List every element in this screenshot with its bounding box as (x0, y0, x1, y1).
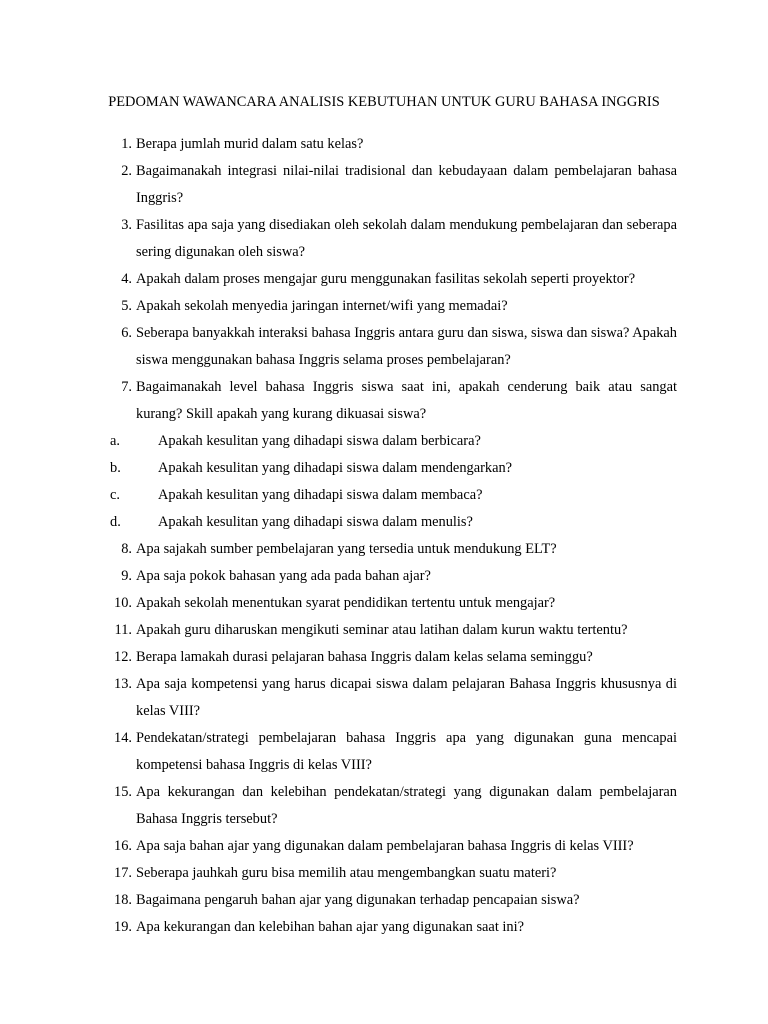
list-item (0, 860, 768, 887)
item-number: 1. (121, 136, 132, 152)
item-text: Apakah guru diharuskan mengikuti seminar atau latihan dalam kurun waktu tertentu? (136, 622, 628, 638)
item-text: Apakah dalam proses mengajar guru menggunakan fasilitas sekolah seperti proyektor? (136, 271, 636, 287)
item-number: 13. (114, 676, 132, 692)
item-number: 17. (114, 865, 132, 881)
list-item (0, 212, 768, 266)
item-text: Apa sajakah sumber pembelajaran yang tersedia untuk mendukung ELT? (136, 541, 557, 557)
item-text: Seberapa jauhkah guru bisa memilih atau mengembangkan suatu materi? (136, 865, 557, 881)
sub-item-text: Apakah kesulitan yang dihadapi siswa dalam mendengarkan? (158, 460, 513, 476)
sub-item-letter: c. (110, 487, 120, 503)
item-number: 19. (114, 919, 132, 935)
question-list (0, 131, 768, 941)
list-item (0, 833, 768, 860)
item-number: 7. (121, 379, 132, 395)
list-item (0, 779, 768, 833)
list-item (0, 590, 768, 617)
sub-item-letter: a. (110, 433, 120, 449)
item-text: Apa saja pokok bahasan yang ada pada bahan ajar? (136, 568, 431, 584)
item-number: 6. (121, 325, 132, 341)
list-item (0, 536, 768, 563)
item-text: Apa kekurangan dan kelebihan bahan ajar yang digunakan saat ini? (136, 919, 524, 935)
sub-list-item (0, 482, 768, 509)
list-item (0, 374, 768, 428)
item-number: 15. (114, 784, 132, 800)
item-number: 4. (121, 271, 132, 287)
list-item (0, 671, 768, 725)
item-text: Apa kekurangan dan kelebihan pendekatan/strategi yang digunakan dalam pembelajaran Bahasa Inggris tersebut? (136, 784, 677, 827)
sub-list-item (0, 455, 768, 482)
list-item (0, 725, 768, 779)
item-number: 10. (114, 595, 132, 611)
item-number: 11. (114, 622, 132, 638)
item-text: Apakah sekolah menentukan syarat pendidikan tertentu untuk mengajar? (136, 595, 556, 611)
item-text: Apakah sekolah menyedia jaringan internet/wifi yang memadai? (136, 298, 508, 314)
list-item (0, 914, 768, 941)
item-text: Bagaimana pengaruh bahan ajar yang digunakan terhadap pencapaian siswa? (136, 892, 580, 908)
item-text: Bagaimanakah level bahasa Inggris siswa saat ini, apakah cenderung baik atau sangat kurang? Skill apakah yang kurang dikuasai siswa? (136, 379, 677, 422)
item-number: 14. (114, 730, 132, 746)
item-text: Pendekatan/strategi pembelajaran bahasa Inggris apa yang digunakan guna mencapai kompetensi bahasa Inggris di kelas VIII? (136, 730, 677, 773)
item-text: Fasilitas apa saja yang disediakan oleh sekolah dalam mendukung pembelajaran dan seberapa sering digunakan oleh siswa? (136, 217, 677, 260)
list-item (0, 563, 768, 590)
sub-item-text: Apakah kesulitan yang dihadapi siswa dalam membaca? (158, 487, 483, 503)
sub-list-item (0, 428, 768, 455)
document-title: PEDOMAN WAWANCARA ANALISIS KEBUTUHAN UNTUK GURU BAHASA INGGRIS (108, 94, 660, 110)
item-number: 8. (121, 541, 132, 557)
item-text: Berapa jumlah murid dalam satu kelas? (136, 136, 364, 152)
list-item (0, 131, 768, 158)
item-number: 16. (114, 838, 132, 854)
item-number: 18. (114, 892, 132, 908)
sub-item-text: Apakah kesulitan yang dihadapi siswa dalam berbicara? (158, 433, 481, 449)
item-number: 2. (121, 163, 132, 179)
sub-list-item (0, 509, 768, 536)
sub-item-text: Apakah kesulitan yang dihadapi siswa dalam menulis? (158, 514, 473, 530)
item-number: 3. (121, 217, 132, 233)
item-text: Apa saja bahan ajar yang digunakan dalam pembelajaran bahasa Inggris di kelas VIII? (136, 838, 634, 854)
list-item (0, 617, 768, 644)
list-item (0, 293, 768, 320)
item-text: Bagaimanakah integrasi nilai-nilai tradisional dan kebudayaan dalam pembelajaran bahasa Inggris? (136, 163, 677, 206)
item-text: Apa saja kompetensi yang harus dicapai siswa dalam pelajaran Bahasa Inggris khususnya di kelas VIII? (136, 676, 677, 719)
list-item (0, 644, 768, 671)
list-item (0, 887, 768, 914)
item-number: 9. (121, 568, 132, 584)
list-item (0, 320, 768, 374)
item-number: 12. (114, 649, 132, 665)
item-number: 5. (121, 298, 132, 314)
list-item (0, 266, 768, 293)
sub-item-letter: d. (110, 514, 121, 530)
item-text: Seberapa banyakkah interaksi bahasa Inggris antara guru dan siswa, siswa dan siswa? Apakah siswa menggunakan bahasa Inggris selama proses pembelajaran? (136, 325, 677, 368)
sub-item-letter: b. (110, 460, 121, 476)
list-item (0, 158, 768, 212)
item-text: Berapa lamakah durasi pelajaran bahasa Inggris dalam kelas selama seminggu? (136, 649, 593, 665)
